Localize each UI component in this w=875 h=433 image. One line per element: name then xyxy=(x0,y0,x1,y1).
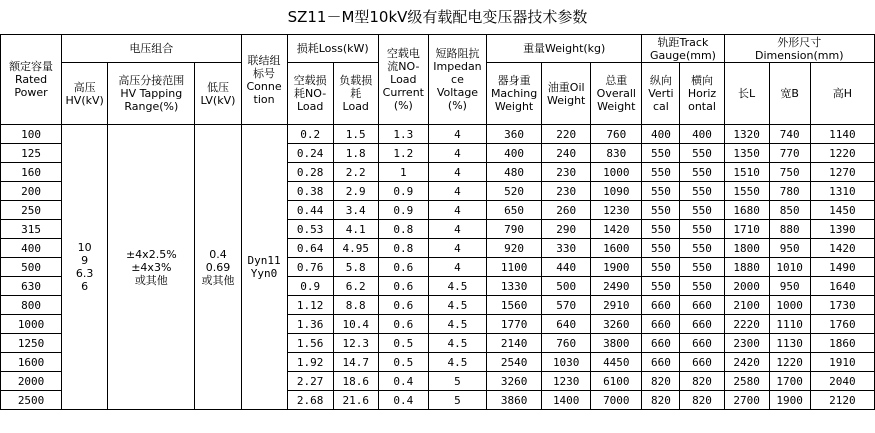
header-vertical: 纵向 Verti cal xyxy=(642,63,680,125)
track-vertical-cell: 820 xyxy=(642,372,680,391)
rated-power-cell: 315 xyxy=(1,220,62,239)
oil-weight-cell: 1230 xyxy=(542,372,591,391)
oil-weight-cell: 1030 xyxy=(542,353,591,372)
rated-power-cell: 400 xyxy=(1,239,62,258)
rated-power-cell: 100 xyxy=(1,125,62,144)
no-load-loss-cell: 1.56 xyxy=(287,334,333,353)
width-cell: 1010 xyxy=(769,258,810,277)
oil-weight-cell: 1400 xyxy=(542,391,591,410)
height-cell: 1140 xyxy=(810,125,874,144)
impedance-cell: 4 xyxy=(428,182,486,201)
oil-weight-cell: 330 xyxy=(542,239,591,258)
track-vertical-cell: 400 xyxy=(642,125,680,144)
width-cell: 950 xyxy=(769,277,810,296)
oil-weight-cell: 440 xyxy=(542,258,591,277)
header-impedance: 短路阻抗 Impedan ce Voltage (%) xyxy=(428,35,486,125)
overall-weight-cell: 1230 xyxy=(591,201,642,220)
height-cell: 1860 xyxy=(810,334,874,353)
load-loss-cell: 5.8 xyxy=(333,258,378,277)
connection-cell: Dyn11 Yyn0 xyxy=(241,125,287,410)
no-load-current-cell: 0.4 xyxy=(378,372,428,391)
overall-weight-cell: 760 xyxy=(591,125,642,144)
load-loss-cell: 6.2 xyxy=(333,277,378,296)
width-cell: 770 xyxy=(769,144,810,163)
width-cell: 950 xyxy=(769,239,810,258)
rated-power-cell: 125 xyxy=(1,144,62,163)
load-loss-cell: 21.6 xyxy=(333,391,378,410)
no-load-current-cell: 0.6 xyxy=(378,315,428,334)
no-load-current-cell: 1.3 xyxy=(378,125,428,144)
header-connection: 联结组 标号 Conne tion xyxy=(241,35,287,125)
no-load-loss-cell: 0.76 xyxy=(287,258,333,277)
length-cell: 1680 xyxy=(724,201,769,220)
no-load-current-cell: 0.6 xyxy=(378,296,428,315)
no-load-loss-cell: 0.2 xyxy=(287,125,333,144)
rated-power-cell: 630 xyxy=(1,277,62,296)
height-cell: 1220 xyxy=(810,144,874,163)
track-horizontal-cell: 660 xyxy=(680,296,724,315)
header-lv: 低压 LV(kV) xyxy=(195,63,241,125)
header-horizontal: 横向 Horiz ontal xyxy=(680,63,724,125)
impedance-cell: 4 xyxy=(428,125,486,144)
maching-weight-cell: 480 xyxy=(487,163,542,182)
track-vertical-cell: 550 xyxy=(642,258,680,277)
maching-weight-cell: 920 xyxy=(487,239,542,258)
rated-power-cell: 1000 xyxy=(1,315,62,334)
maching-weight-cell: 2540 xyxy=(487,353,542,372)
no-load-current-cell: 1.2 xyxy=(378,144,428,163)
track-horizontal-cell: 550 xyxy=(680,239,724,258)
width-cell: 1110 xyxy=(769,315,810,334)
overall-weight-cell: 6100 xyxy=(591,372,642,391)
load-loss-cell: 18.6 xyxy=(333,372,378,391)
rated-power-cell: 1600 xyxy=(1,353,62,372)
load-loss-cell: 2.9 xyxy=(333,182,378,201)
height-cell: 2120 xyxy=(810,391,874,410)
length-cell: 2100 xyxy=(724,296,769,315)
length-cell: 1320 xyxy=(724,125,769,144)
height-cell: 1490 xyxy=(810,258,874,277)
no-load-loss-cell: 2.68 xyxy=(287,391,333,410)
width-cell: 1220 xyxy=(769,353,810,372)
no-load-current-cell: 0.9 xyxy=(378,201,428,220)
length-cell: 2300 xyxy=(724,334,769,353)
load-loss-cell: 12.3 xyxy=(333,334,378,353)
track-horizontal-cell: 550 xyxy=(680,258,724,277)
header-rated-power: 额定容量 Rated Power xyxy=(1,35,62,125)
height-cell: 1730 xyxy=(810,296,874,315)
header-no-load-current: 空载电 流NO- Load Current (%) xyxy=(378,35,428,125)
no-load-loss-cell: 0.9 xyxy=(287,277,333,296)
length-cell: 1350 xyxy=(724,144,769,163)
track-vertical-cell: 550 xyxy=(642,201,680,220)
height-cell: 1760 xyxy=(810,315,874,334)
height-cell: 1910 xyxy=(810,353,874,372)
overall-weight-cell: 2490 xyxy=(591,277,642,296)
width-cell: 740 xyxy=(769,125,810,144)
overall-weight-cell: 4450 xyxy=(591,353,642,372)
load-loss-cell: 2.2 xyxy=(333,163,378,182)
no-load-current-cell: 0.5 xyxy=(378,353,428,372)
maching-weight-cell: 3260 xyxy=(487,372,542,391)
maching-weight-cell: 1560 xyxy=(487,296,542,315)
no-load-current-cell: 0.6 xyxy=(378,277,428,296)
load-loss-cell: 4.95 xyxy=(333,239,378,258)
width-cell: 780 xyxy=(769,182,810,201)
overall-weight-cell: 3260 xyxy=(591,315,642,334)
oil-weight-cell: 230 xyxy=(542,163,591,182)
width-cell: 1130 xyxy=(769,334,810,353)
maching-weight-cell: 1100 xyxy=(487,258,542,277)
no-load-loss-cell: 0.38 xyxy=(287,182,333,201)
overall-weight-cell: 830 xyxy=(591,144,642,163)
maching-weight-cell: 3860 xyxy=(487,391,542,410)
track-vertical-cell: 660 xyxy=(642,315,680,334)
impedance-cell: 4.5 xyxy=(428,334,486,353)
oil-weight-cell: 290 xyxy=(542,220,591,239)
track-horizontal-cell: 550 xyxy=(680,144,724,163)
rated-power-cell: 1250 xyxy=(1,334,62,353)
impedance-cell: 5 xyxy=(428,391,486,410)
length-cell: 1800 xyxy=(724,239,769,258)
load-loss-cell: 8.8 xyxy=(333,296,378,315)
length-cell: 2700 xyxy=(724,391,769,410)
impedance-cell: 4.5 xyxy=(428,353,486,372)
header-dimension: 外形尺寸 Dimension(mm) xyxy=(724,35,874,63)
overall-weight-cell: 1900 xyxy=(591,258,642,277)
no-load-loss-cell: 2.27 xyxy=(287,372,333,391)
width-cell: 1000 xyxy=(769,296,810,315)
no-load-current-cell: 0.4 xyxy=(378,391,428,410)
header-group-row xyxy=(1,35,875,63)
overall-weight-cell: 1090 xyxy=(591,182,642,201)
impedance-cell: 4 xyxy=(428,220,486,239)
track-horizontal-cell: 550 xyxy=(680,182,724,201)
track-vertical-cell: 660 xyxy=(642,353,680,372)
header-no-load-loss: 空载损 耗NO- Load xyxy=(287,63,333,125)
rated-power-cell: 250 xyxy=(1,201,62,220)
oil-weight-cell: 640 xyxy=(542,315,591,334)
impedance-cell: 4 xyxy=(428,239,486,258)
overall-weight-cell: 1000 xyxy=(591,163,642,182)
overall-weight-cell: 1600 xyxy=(591,239,642,258)
track-vertical-cell: 660 xyxy=(642,296,680,315)
impedance-cell: 4.5 xyxy=(428,296,486,315)
header-maching-weight: 器身重 Maching Weight xyxy=(487,63,542,125)
track-vertical-cell: 550 xyxy=(642,144,680,163)
length-cell: 2220 xyxy=(724,315,769,334)
no-load-loss-cell: 1.12 xyxy=(287,296,333,315)
spec-table xyxy=(0,34,875,410)
track-horizontal-cell: 820 xyxy=(680,391,724,410)
length-cell: 1710 xyxy=(724,220,769,239)
track-vertical-cell: 550 xyxy=(642,239,680,258)
no-load-loss-cell: 1.92 xyxy=(287,353,333,372)
width-cell: 850 xyxy=(769,201,810,220)
height-cell: 1450 xyxy=(810,201,874,220)
rated-power-cell: 800 xyxy=(1,296,62,315)
oil-weight-cell: 500 xyxy=(542,277,591,296)
no-load-loss-cell: 0.53 xyxy=(287,220,333,239)
track-horizontal-cell: 400 xyxy=(680,125,724,144)
track-horizontal-cell: 660 xyxy=(680,334,724,353)
width-cell: 1700 xyxy=(769,372,810,391)
width-cell: 880 xyxy=(769,220,810,239)
length-cell: 1510 xyxy=(724,163,769,182)
no-load-current-cell: 0.9 xyxy=(378,182,428,201)
load-loss-cell: 4.1 xyxy=(333,220,378,239)
no-load-loss-cell: 0.28 xyxy=(287,163,333,182)
overall-weight-cell: 1420 xyxy=(591,220,642,239)
oil-weight-cell: 240 xyxy=(542,144,591,163)
width-cell: 750 xyxy=(769,163,810,182)
width-cell: 1900 xyxy=(769,391,810,410)
rated-power-cell: 2500 xyxy=(1,391,62,410)
rated-power-cell: 200 xyxy=(1,182,62,201)
load-loss-cell: 1.5 xyxy=(333,125,378,144)
header-width: 宽B xyxy=(769,63,810,125)
hv-cell: 10 9 6.3 6 xyxy=(62,125,108,410)
header-weight: 重量Weight(kg) xyxy=(487,35,642,63)
maching-weight-cell: 2140 xyxy=(487,334,542,353)
length-cell: 2580 xyxy=(724,372,769,391)
load-loss-cell: 1.8 xyxy=(333,144,378,163)
length-cell: 2420 xyxy=(724,353,769,372)
overall-weight-cell: 2910 xyxy=(591,296,642,315)
maching-weight-cell: 1330 xyxy=(487,277,542,296)
impedance-cell: 4 xyxy=(428,144,486,163)
oil-weight-cell: 230 xyxy=(542,182,591,201)
page-title: SZ11－M型10kV级有载配电变压器技术参数 xyxy=(287,8,588,26)
height-cell: 1420 xyxy=(810,239,874,258)
header-oil-weight: 油重Oil Weight xyxy=(542,63,591,125)
oil-weight-cell: 570 xyxy=(542,296,591,315)
lv-cell: 0.4 0.69 或其他 xyxy=(195,125,241,410)
load-loss-cell: 10.4 xyxy=(333,315,378,334)
overall-weight-cell: 3800 xyxy=(591,334,642,353)
impedance-cell: 5 xyxy=(428,372,486,391)
track-horizontal-cell: 550 xyxy=(680,220,724,239)
header-load-loss: 负载损 耗 Load xyxy=(333,63,378,125)
track-horizontal-cell: 550 xyxy=(680,163,724,182)
header-loss: 损耗Loss(kW) xyxy=(287,35,378,63)
header-length: 长L xyxy=(724,63,769,125)
track-vertical-cell: 820 xyxy=(642,391,680,410)
impedance-cell: 4 xyxy=(428,201,486,220)
impedance-cell: 4 xyxy=(428,163,486,182)
track-vertical-cell: 550 xyxy=(642,277,680,296)
track-vertical-cell: 550 xyxy=(642,182,680,201)
header-voltage-group: 电压组合 xyxy=(62,35,241,63)
no-load-loss-cell: 1.36 xyxy=(287,315,333,334)
maching-weight-cell: 520 xyxy=(487,182,542,201)
table-row xyxy=(1,125,875,144)
height-cell: 1310 xyxy=(810,182,874,201)
no-load-current-cell: 0.8 xyxy=(378,220,428,239)
no-load-loss-cell: 0.24 xyxy=(287,144,333,163)
height-cell: 1390 xyxy=(810,220,874,239)
height-cell: 1640 xyxy=(810,277,874,296)
rated-power-cell: 160 xyxy=(1,163,62,182)
maching-weight-cell: 650 xyxy=(487,201,542,220)
no-load-loss-cell: 0.44 xyxy=(287,201,333,220)
header-overall-weight: 总重 Overall Weight xyxy=(591,63,642,125)
maching-weight-cell: 360 xyxy=(487,125,542,144)
track-horizontal-cell: 550 xyxy=(680,201,724,220)
oil-weight-cell: 260 xyxy=(542,201,591,220)
oil-weight-cell: 760 xyxy=(542,334,591,353)
track-horizontal-cell: 660 xyxy=(680,315,724,334)
length-cell: 2000 xyxy=(724,277,769,296)
length-cell: 1880 xyxy=(724,258,769,277)
maching-weight-cell: 790 xyxy=(487,220,542,239)
overall-weight-cell: 7000 xyxy=(591,391,642,410)
length-cell: 1550 xyxy=(724,182,769,201)
maching-weight-cell: 1770 xyxy=(487,315,542,334)
no-load-current-cell: 0.5 xyxy=(378,334,428,353)
tapping-cell: ±4x2.5% ±4x3% 或其他 xyxy=(108,125,195,410)
no-load-current-cell: 0.6 xyxy=(378,258,428,277)
impedance-cell: 4.5 xyxy=(428,315,486,334)
rated-power-cell: 2000 xyxy=(1,372,62,391)
impedance-cell: 4 xyxy=(428,258,486,277)
oil-weight-cell: 220 xyxy=(542,125,591,144)
header-tapping: 高压分接范围 HV Tapping Range(%) xyxy=(108,63,195,125)
header-track: 轨距Track Gauge(mm) xyxy=(642,35,724,63)
track-vertical-cell: 550 xyxy=(642,220,680,239)
rated-power-cell: 500 xyxy=(1,258,62,277)
header-hv: 高压 HV(kV) xyxy=(62,63,108,125)
track-vertical-cell: 550 xyxy=(642,163,680,182)
track-horizontal-cell: 550 xyxy=(680,277,724,296)
header-height: 高H xyxy=(810,63,874,125)
track-horizontal-cell: 820 xyxy=(680,372,724,391)
maching-weight-cell: 400 xyxy=(487,144,542,163)
no-load-loss-cell: 0.64 xyxy=(287,239,333,258)
no-load-current-cell: 1 xyxy=(378,163,428,182)
height-cell: 1270 xyxy=(810,163,874,182)
load-loss-cell: 14.7 xyxy=(333,353,378,372)
load-loss-cell: 3.4 xyxy=(333,201,378,220)
impedance-cell: 4.5 xyxy=(428,277,486,296)
track-horizontal-cell: 660 xyxy=(680,353,724,372)
track-vertical-cell: 660 xyxy=(642,334,680,353)
no-load-current-cell: 0.8 xyxy=(378,239,428,258)
height-cell: 2040 xyxy=(810,372,874,391)
